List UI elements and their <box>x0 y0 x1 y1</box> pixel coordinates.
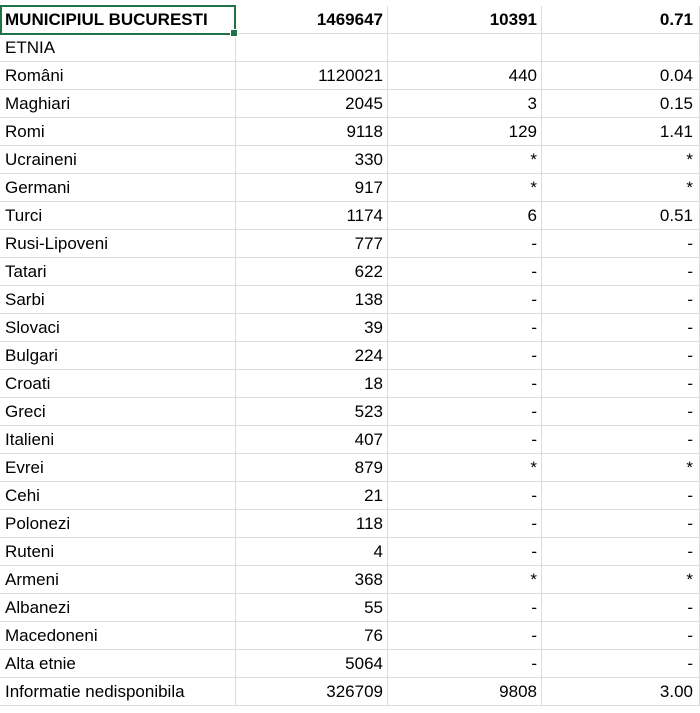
table-row <box>0 426 700 454</box>
table-row <box>0 202 700 230</box>
header-total-cell[interactable]: 1469647 <box>236 6 388 34</box>
count-cell[interactable]: 440 <box>388 62 542 90</box>
count-cell[interactable]: * <box>388 566 542 594</box>
total-cell[interactable]: 18 <box>236 370 388 398</box>
total-cell[interactable]: 76 <box>236 622 388 650</box>
total-cell[interactable]: 224 <box>236 342 388 370</box>
table-row <box>0 370 700 398</box>
ethnicity-name-cell[interactable]: Cehi <box>0 482 236 510</box>
table-row <box>0 678 700 706</box>
header-name-cell[interactable]: MUNICIPIUL BUCURESTI <box>0 6 236 34</box>
total-cell[interactable]: 1174 <box>236 202 388 230</box>
ethnicity-name-cell[interactable]: Croati <box>0 370 236 398</box>
count-cell[interactable]: 9808 <box>388 678 542 706</box>
table-row <box>0 62 700 90</box>
percent-cell[interactable]: 0.51 <box>542 202 700 230</box>
count-cell[interactable]: * <box>388 454 542 482</box>
total-cell[interactable]: 330 <box>236 146 388 174</box>
table-row <box>0 566 700 594</box>
total-cell[interactable]: 55 <box>236 594 388 622</box>
total-cell[interactable]: 407 <box>236 426 388 454</box>
total-cell[interactable]: 917 <box>236 174 388 202</box>
percent-cell[interactable]: - <box>542 258 700 286</box>
table-row <box>0 314 700 342</box>
section-label-cell[interactable]: ETNIA <box>0 34 236 62</box>
table-row <box>0 650 700 678</box>
section-row <box>0 34 700 62</box>
count-cell[interactable]: - <box>388 650 542 678</box>
empty-cell[interactable] <box>388 34 542 62</box>
total-cell[interactable]: 9118 <box>236 118 388 146</box>
ethnicity-name-cell[interactable]: Germani <box>0 174 236 202</box>
count-cell[interactable]: - <box>388 538 542 566</box>
total-cell[interactable]: 1120021 <box>236 62 388 90</box>
percent-cell[interactable]: - <box>542 398 700 426</box>
table-row <box>0 342 700 370</box>
count-cell[interactable]: - <box>388 314 542 342</box>
ethnicity-name-cell[interactable]: Greci <box>0 398 236 426</box>
count-cell[interactable]: - <box>388 482 542 510</box>
percent-cell[interactable]: - <box>542 342 700 370</box>
count-cell[interactable]: - <box>388 370 542 398</box>
total-cell[interactable]: 21 <box>236 482 388 510</box>
count-cell[interactable]: - <box>388 510 542 538</box>
table-row <box>0 398 700 426</box>
total-cell[interactable]: 368 <box>236 566 388 594</box>
ethnicity-name-cell[interactable]: Informatie nedisponibila <box>0 678 236 706</box>
total-cell[interactable]: 777 <box>236 230 388 258</box>
ethnicity-name-cell[interactable]: Macedoneni <box>0 622 236 650</box>
percent-cell[interactable]: - <box>542 594 700 622</box>
table-row <box>0 482 700 510</box>
count-cell[interactable]: - <box>388 230 542 258</box>
ethnicity-name-cell[interactable]: Armeni <box>0 566 236 594</box>
percent-cell[interactable]: - <box>542 510 700 538</box>
table-row <box>0 90 700 118</box>
percent-cell[interactable]: - <box>542 370 700 398</box>
percent-cell[interactable]: 0.15 <box>542 90 700 118</box>
total-cell[interactable]: 118 <box>236 510 388 538</box>
ethnicity-name-cell[interactable]: Tatari <box>0 258 236 286</box>
count-cell[interactable]: * <box>388 146 542 174</box>
ethnicity-name-cell[interactable]: Maghiari <box>0 90 236 118</box>
total-cell[interactable]: 4 <box>236 538 388 566</box>
ethnicity-name-cell[interactable]: Slovaci <box>0 314 236 342</box>
table-row <box>0 286 700 314</box>
percent-cell[interactable]: * <box>542 146 700 174</box>
empty-cell[interactable] <box>542 34 700 62</box>
total-cell[interactable]: 622 <box>236 258 388 286</box>
header-count-cell[interactable]: 10391 <box>388 6 542 34</box>
fill-handle[interactable] <box>230 29 238 37</box>
count-cell[interactable]: 129 <box>388 118 542 146</box>
percent-cell[interactable]: 0.04 <box>542 62 700 90</box>
table-row <box>0 258 700 286</box>
percent-cell[interactable]: - <box>542 538 700 566</box>
ethnicity-name-cell[interactable]: Polonezi <box>0 510 236 538</box>
percent-cell[interactable]: * <box>542 566 700 594</box>
ethnicity-name-cell[interactable]: Evrei <box>0 454 236 482</box>
total-cell[interactable]: 2045 <box>236 90 388 118</box>
percent-cell[interactable]: - <box>542 314 700 342</box>
count-cell[interactable]: - <box>388 426 542 454</box>
count-cell[interactable]: - <box>388 342 542 370</box>
table-row <box>0 510 700 538</box>
ethnicity-name-cell[interactable]: Bulgari <box>0 342 236 370</box>
count-cell[interactable]: * <box>388 174 542 202</box>
percent-cell[interactable]: - <box>542 286 700 314</box>
percent-cell[interactable]: - <box>542 622 700 650</box>
total-cell[interactable]: 523 <box>236 398 388 426</box>
percent-cell[interactable]: - <box>542 426 700 454</box>
table-row <box>0 230 700 258</box>
count-cell[interactable]: 3 <box>388 90 542 118</box>
total-cell[interactable]: 326709 <box>236 678 388 706</box>
percent-cell[interactable]: * <box>542 454 700 482</box>
count-cell[interactable]: - <box>388 258 542 286</box>
table-row <box>0 174 700 202</box>
total-cell[interactable]: 138 <box>236 286 388 314</box>
table-row <box>0 594 700 622</box>
count-cell[interactable]: - <box>388 286 542 314</box>
table-row <box>0 454 700 482</box>
percent-cell[interactable]: 3.00 <box>542 678 700 706</box>
ethnicity-name-cell[interactable]: Romi <box>0 118 236 146</box>
table-row <box>0 538 700 566</box>
count-cell[interactable]: - <box>388 622 542 650</box>
ethnicity-name-cell[interactable]: Turci <box>0 202 236 230</box>
total-cell[interactable]: 39 <box>236 314 388 342</box>
header-percent-cell[interactable]: 0.71 <box>542 6 700 34</box>
table-row <box>0 622 700 650</box>
count-cell[interactable]: 6 <box>388 202 542 230</box>
percent-cell[interactable]: - <box>542 230 700 258</box>
table-row <box>0 146 700 174</box>
percent-cell[interactable]: * <box>542 174 700 202</box>
count-cell[interactable]: - <box>388 594 542 622</box>
percent-cell[interactable]: - <box>542 482 700 510</box>
table-row <box>0 118 700 146</box>
count-cell[interactable]: - <box>388 398 542 426</box>
ethnicity-name-cell[interactable]: Ucraineni <box>0 146 236 174</box>
ethnicity-name-cell[interactable]: Albanezi <box>0 594 236 622</box>
empty-cell[interactable] <box>236 34 388 62</box>
ethnicity-name-cell[interactable]: Români <box>0 62 236 90</box>
total-cell[interactable]: 5064 <box>236 650 388 678</box>
percent-cell[interactable]: 1.41 <box>542 118 700 146</box>
percent-cell[interactable]: - <box>542 650 700 678</box>
ethnicity-name-cell[interactable]: Rusi-Lipoveni <box>0 230 236 258</box>
total-cell[interactable]: 879 <box>236 454 388 482</box>
ethnicity-name-cell[interactable]: Alta etnie <box>0 650 236 678</box>
ethnicity-name-cell[interactable]: Sarbi <box>0 286 236 314</box>
header-row <box>0 6 700 34</box>
ethnicity-name-cell[interactable]: Italieni <box>0 426 236 454</box>
ethnicity-name-cell[interactable]: Ruteni <box>0 538 236 566</box>
